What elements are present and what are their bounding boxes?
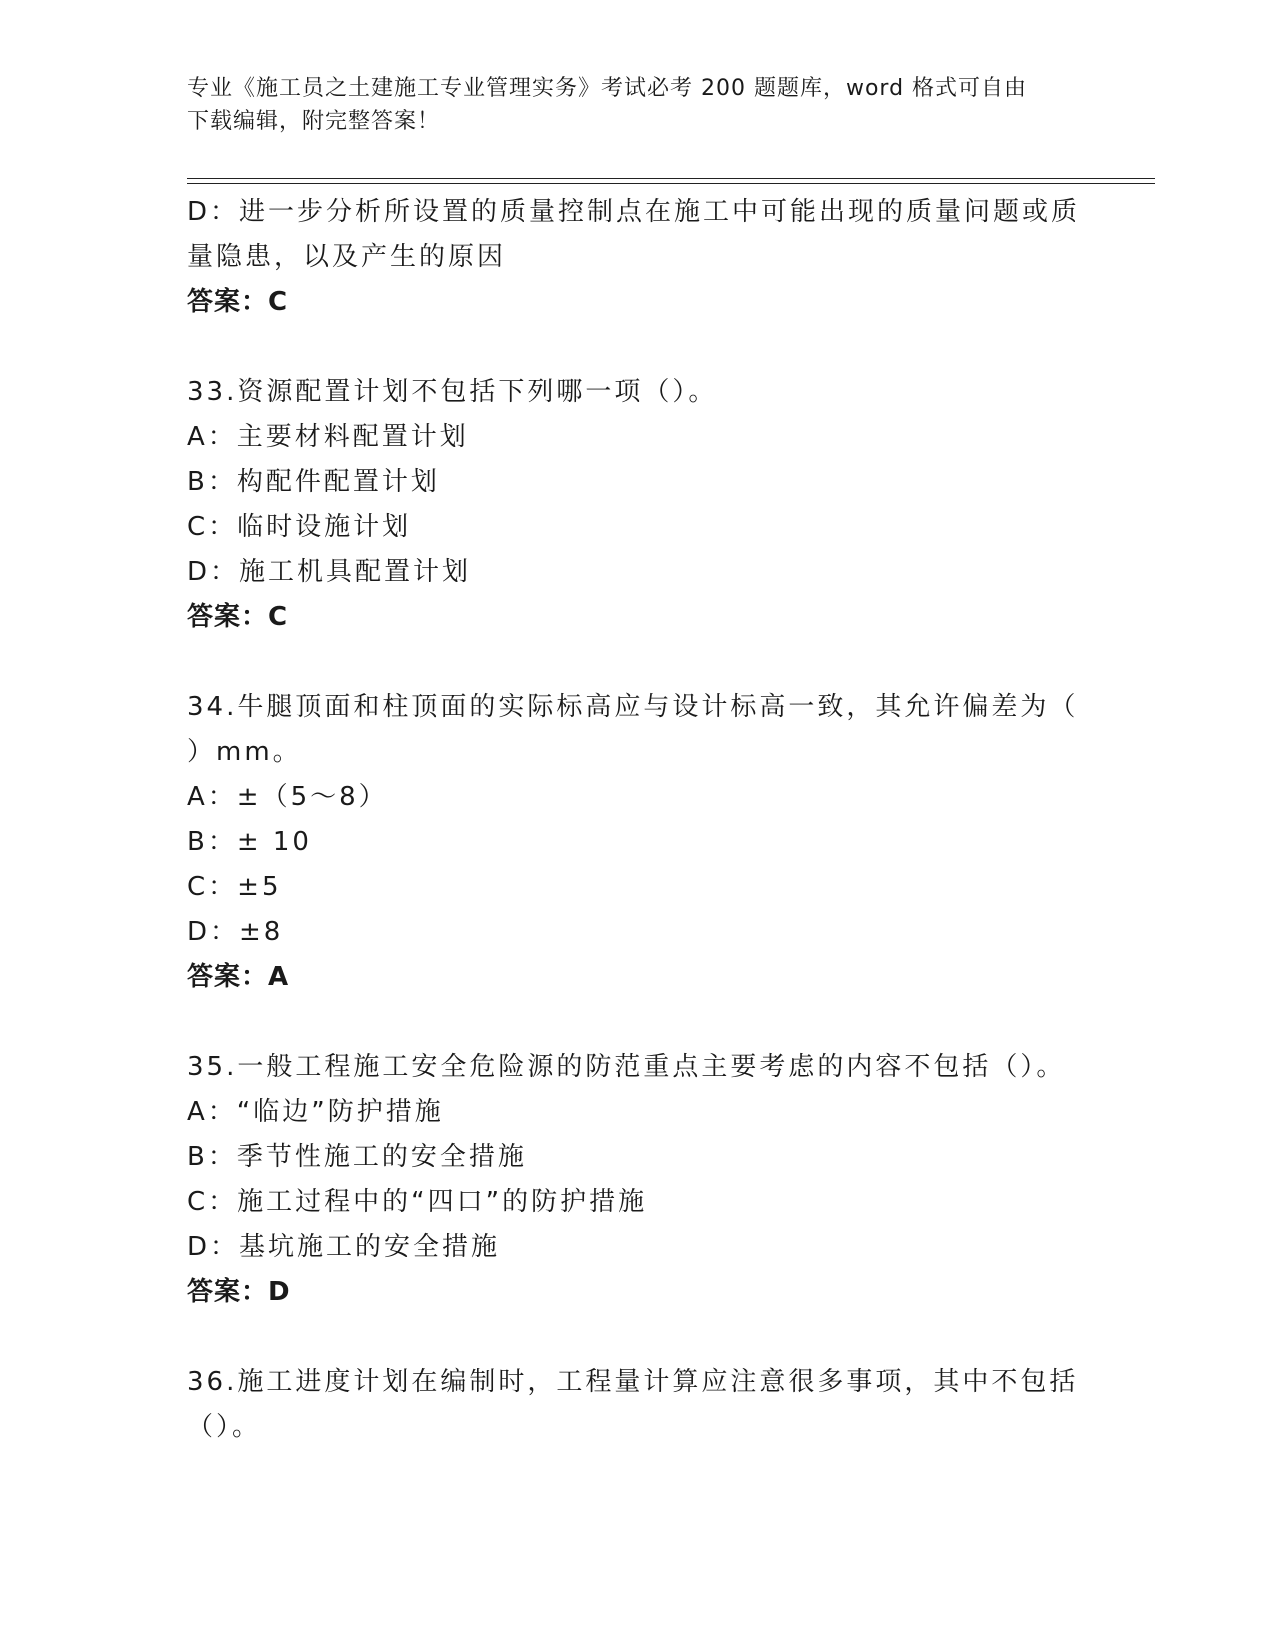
question-text: 33.资源配置计划不包括下列哪一项（）。 [187,377,718,407]
answer-text: 答案：C [187,287,289,317]
option-b: B：± 10 [187,827,312,857]
option-d-line-2: 量隐患，以及产生的原因 [187,242,507,272]
option-d: D：基坑施工的安全措施 [187,1232,501,1262]
question-text-line-1: 34.牛腿顶面和柱顶面的实际标高应与设计标高一致，其允许偏差为（ [187,692,1079,722]
document-header [187,72,1087,138]
option-b: B：季节性施工的安全措施 [187,1142,527,1172]
header-line-2: 下载编辑，附完整答案！ [187,109,441,134]
option-b: B：构配件配置计划 [187,467,440,497]
option-d: D：±8 [187,917,284,947]
option-a: A：“临边”防护措施 [187,1097,444,1127]
header-divider-top [187,178,1155,179]
answer-text: 答案：D [187,1277,291,1307]
answer-text: 答案：C [187,602,289,632]
question-text-line-1: 36.施工进度计划在编制时，工程量计算应注意很多事项，其中不包括 [187,1367,1079,1397]
option-d: D：施工机具配置计划 [187,557,472,587]
option-a: A：±（5～8） [187,782,388,812]
question-text-line-2: ）mm。 [187,737,302,767]
option-c: C：±5 [187,872,282,902]
question-list [187,190,1087,1450]
answer-text: 答案：A [187,962,290,992]
question-text: 35.一般工程施工安全危险源的防范重点主要考虑的内容不包括（）。 [187,1052,1066,1082]
option-c: C：临时设施计划 [187,512,412,542]
option-c: C：施工过程中的“四口”的防护措施 [187,1187,648,1217]
option-d-line-1: D：进一步分析所设置的质量控制点在施工中可能出现的质量问题或质 [187,197,1081,227]
question-text-line-2: （）。 [187,1412,262,1442]
header-line-1: 专业《施工员之土建施工专业管理实务》考试必考 200 题题库，word 格式可自由 [187,76,1028,101]
option-a: A：主要材料配置计划 [187,422,469,452]
header-divider-bottom [187,183,1155,184]
